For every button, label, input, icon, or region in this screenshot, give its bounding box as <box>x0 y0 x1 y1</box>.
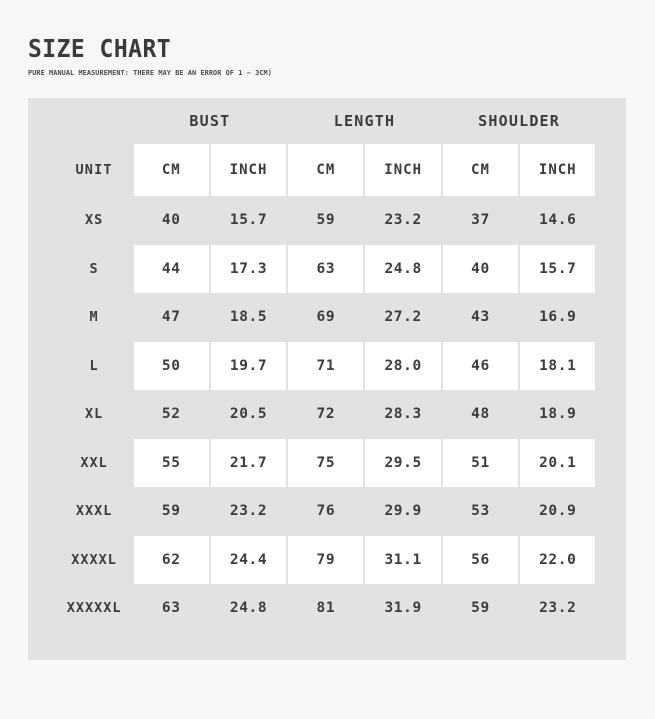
cell-length-cm: 79 <box>287 536 364 585</box>
cell-length-inch: 29.5 <box>364 439 441 488</box>
table-row <box>57 487 597 536</box>
measurement-disclaimer: PURE MANUAL MEASUREMENT: THERE MAY BE AN ERROR OF 1 ~ 3CM) <box>28 68 272 78</box>
cell-bust-inch: 20.5 <box>210 390 287 439</box>
document-header <box>28 36 588 77</box>
cell-bust-inch: 19.7 <box>210 342 287 391</box>
cell-shoulder-inch: 18.9 <box>519 390 596 439</box>
cell-shoulder-inch: 15.7 <box>519 245 596 294</box>
cell-bust-inch: 23.2 <box>210 487 287 536</box>
unit-label: UNIT <box>75 162 113 178</box>
cell-bust-inch: 21.7 <box>210 439 287 488</box>
cell-shoulder-cm: 51 <box>442 439 519 488</box>
cell-bust-cm: 47 <box>133 293 210 342</box>
table-row <box>57 536 597 585</box>
size-label: XXXL <box>75 503 113 520</box>
group-header-row <box>57 98 597 144</box>
size-label: M <box>89 309 99 326</box>
cell-bust-cm: 52 <box>133 390 210 439</box>
cell-shoulder-cm: 59 <box>442 584 519 633</box>
cell-bust-cm: 40 <box>133 196 210 245</box>
cell-length-inch: 24.8 <box>364 245 441 294</box>
cell-shoulder-cm: 48 <box>442 390 519 439</box>
group-header-length: LENGTH <box>333 112 396 130</box>
group-header-bust: BUST <box>189 112 231 130</box>
cell-length-inch: 27.2 <box>364 293 441 342</box>
size-label: XL <box>84 406 104 423</box>
cell-length-cm: 63 <box>287 245 364 294</box>
cell-length-cm: 59 <box>287 196 364 245</box>
cell-length-cm: 71 <box>287 342 364 391</box>
table-row <box>57 196 597 245</box>
cell-bust-inch: 18.5 <box>210 293 287 342</box>
size-label: XXXXL <box>71 551 117 568</box>
unit-shoulder-inch: INCH <box>519 144 596 196</box>
cell-shoulder-inch: 16.9 <box>519 293 596 342</box>
table-row <box>57 439 597 488</box>
table-row <box>57 390 597 439</box>
cell-bust-cm: 50 <box>133 342 210 391</box>
unit-bust-cm: CM <box>133 144 210 196</box>
cell-bust-cm: 44 <box>133 245 210 294</box>
table-row <box>57 342 597 391</box>
cell-shoulder-inch: 18.1 <box>519 342 596 391</box>
cell-shoulder-cm: 43 <box>442 293 519 342</box>
cell-length-cm: 76 <box>287 487 364 536</box>
unit-shoulder-cm: CM <box>442 144 519 196</box>
cell-bust-inch: 17.3 <box>210 245 287 294</box>
cell-length-inch: 29.9 <box>364 487 441 536</box>
table-row <box>57 293 597 342</box>
cell-length-inch: 31.1 <box>364 536 441 585</box>
cell-bust-inch: 24.8 <box>210 584 287 633</box>
cell-shoulder-inch: 20.1 <box>519 439 596 488</box>
size-label: L <box>89 357 99 374</box>
unit-length-cm: CM <box>287 144 364 196</box>
size-label: XXXXXL <box>66 600 122 617</box>
cell-bust-inch: 15.7 <box>210 196 287 245</box>
cell-length-inch: 31.9 <box>364 584 441 633</box>
cell-shoulder-cm: 56 <box>442 536 519 585</box>
cell-length-cm: 75 <box>287 439 364 488</box>
group-header-shoulder: SHOULDER <box>478 112 561 130</box>
cell-length-cm: 72 <box>287 390 364 439</box>
cell-shoulder-inch: 20.9 <box>519 487 596 536</box>
cell-length-inch: 28.0 <box>364 342 441 391</box>
cell-shoulder-cm: 40 <box>442 245 519 294</box>
size-chart-table <box>57 98 598 633</box>
unit-header-row <box>57 144 597 196</box>
page-title: SIZE CHART <box>28 34 172 63</box>
cell-shoulder-cm: 37 <box>442 196 519 245</box>
cell-length-inch: 28.3 <box>364 390 441 439</box>
cell-bust-cm: 55 <box>133 439 210 488</box>
cell-shoulder-inch: 22.0 <box>519 536 596 585</box>
cell-length-cm: 69 <box>287 293 364 342</box>
cell-bust-cm: 63 <box>133 584 210 633</box>
cell-shoulder-inch: 14.6 <box>519 196 596 245</box>
table-row <box>57 245 597 294</box>
cell-length-cm: 81 <box>287 584 364 633</box>
size-label: XS <box>84 212 104 229</box>
table-row <box>57 584 597 633</box>
cell-bust-inch: 24.4 <box>210 536 287 585</box>
size-chart-panel <box>28 98 626 660</box>
cell-bust-cm: 59 <box>133 487 210 536</box>
unit-length-inch: INCH <box>364 144 441 196</box>
cell-shoulder-cm: 46 <box>442 342 519 391</box>
size-label: S <box>89 260 99 277</box>
size-label: XXL <box>80 454 108 471</box>
unit-bust-inch: INCH <box>210 144 287 196</box>
cell-shoulder-inch: 23.2 <box>519 584 596 633</box>
cell-length-inch: 23.2 <box>364 196 441 245</box>
corner-cell <box>57 98 133 144</box>
cell-shoulder-cm: 53 <box>442 487 519 536</box>
cell-bust-cm: 62 <box>133 536 210 585</box>
